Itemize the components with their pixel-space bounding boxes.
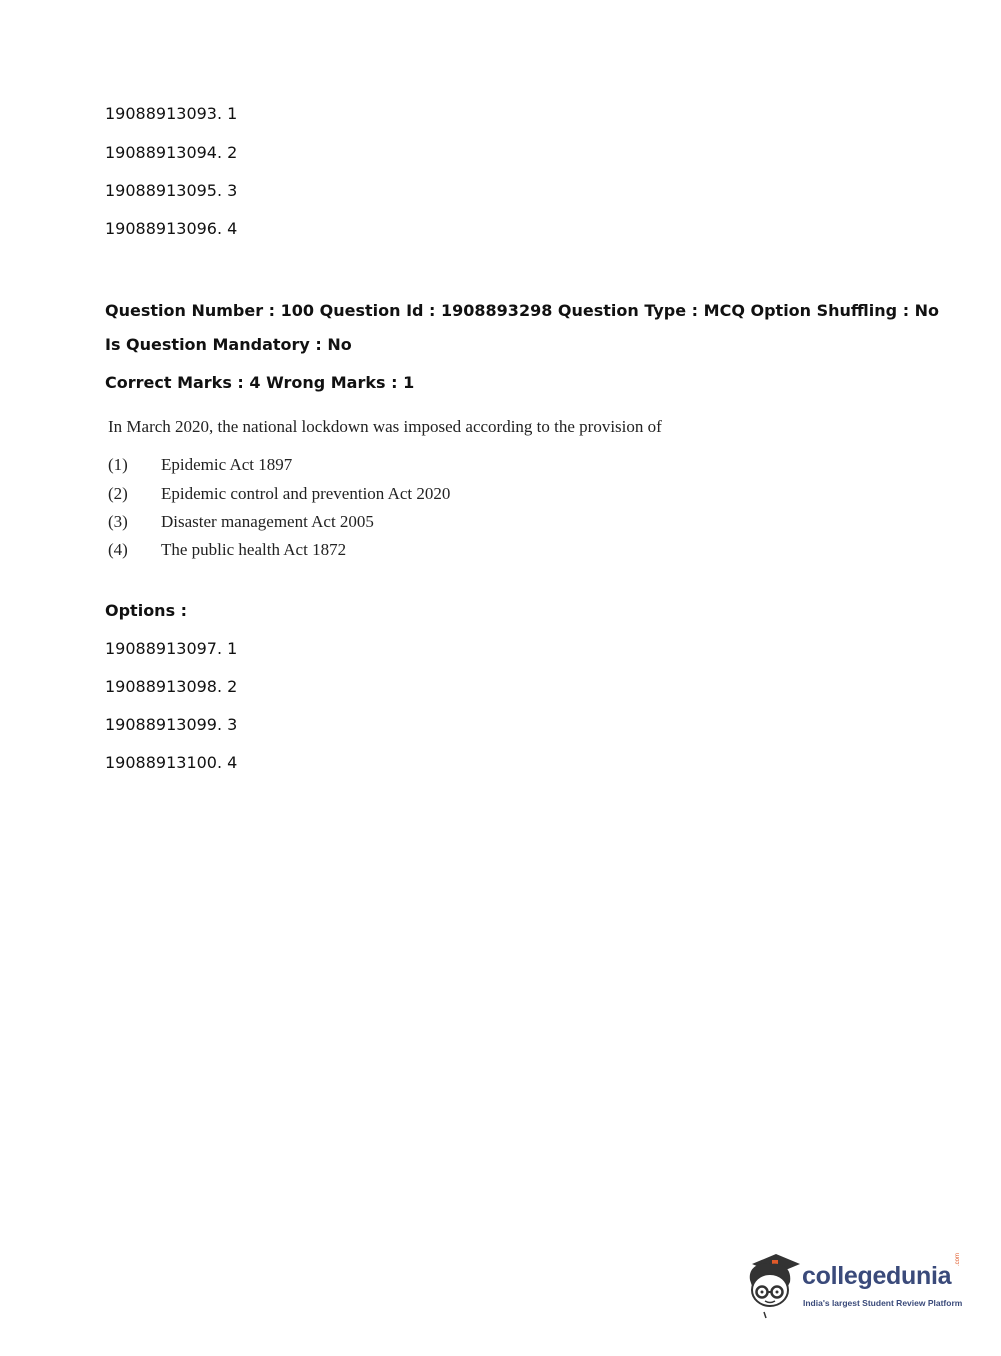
mascot-icon <box>742 1250 802 1320</box>
choice-text: Epidemic Act 1897 <box>161 455 293 474</box>
logo-suffix: .com <box>955 1252 961 1266</box>
question-header: Question Number : 100 Question Id : 1908893298 Question Type : MCQ Option Shuffling : No <box>105 301 940 320</box>
option-2: 19088913098. 2 <box>105 677 238 696</box>
option-4: 19088913100. 4 <box>105 753 238 772</box>
question-choice-4 <box>108 540 346 560</box>
choice-number: (3) <box>108 512 128 531</box>
prev-option-2: 19088913094. 2 <box>105 143 238 162</box>
options-label: Options : <box>105 601 188 620</box>
question-mandatory: Is Question Mandatory : No <box>105 335 352 354</box>
question-choice-1 <box>108 455 292 475</box>
prev-option-3: 19088913095. 3 <box>105 181 238 200</box>
choice-number: (1) <box>108 455 128 474</box>
question-choice-3 <box>108 512 374 532</box>
question-stem: In March 2020, the national lockdown was imposed according to the provision of <box>108 417 662 436</box>
logo-tagline: India's largest Student Review Platform <box>803 1298 963 1308</box>
choice-text: The public health Act 1872 <box>161 540 347 559</box>
choice-number: (2) <box>108 484 128 503</box>
prev-option-4: 19088913096. 4 <box>105 219 238 238</box>
option-1: 19088913097. 1 <box>105 639 238 658</box>
logo-wordmark: collegedunia <box>802 1262 952 1290</box>
question-choice-2 <box>108 484 450 504</box>
choice-text: Epidemic control and prevention Act 2020 <box>161 484 451 503</box>
choice-number: (4) <box>108 540 128 559</box>
prev-option-1: 19088913093. 1 <box>105 104 238 123</box>
choice-text: Disaster management Act 2005 <box>161 512 374 531</box>
collegedunia-logo <box>742 1250 972 1320</box>
question-marks: Correct Marks : 4 Wrong Marks : 1 <box>105 373 415 392</box>
option-3: 19088913099. 3 <box>105 715 238 734</box>
